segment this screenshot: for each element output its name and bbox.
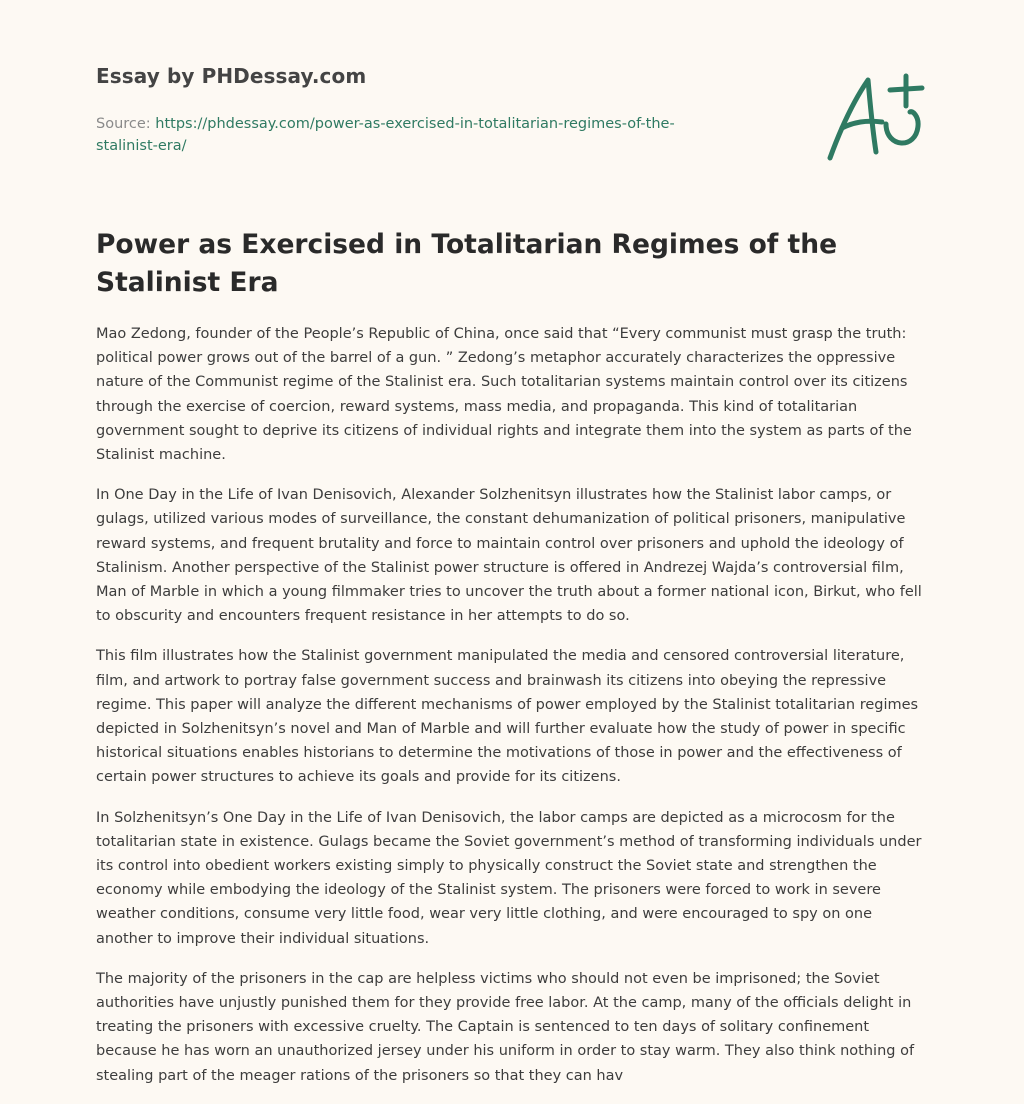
essay-paragraph: Mao Zedong, founder of the People’s Republic of China, once said that “Every communist must grasp the truth: political power grows out of the barrel of a gun. ” Zedong’s metaphor accurately characterizes the oppressive nature of the Communist regime of the Stalinist era. Such totalitarian systems maintain control over its citizens through the exercise of coercion, reward systems, mass media, and propaganda. This kind of totalitarian government sought to deprive its citizens of individual rights and integrate them into the system as parts of the Stalinist machine. bbox=[96, 326, 912, 464]
essay-body bbox=[96, 322, 930, 1104]
a-plus-grade-icon bbox=[820, 66, 930, 166]
essay-paragraph: The majority of the prisoners in the cap are helpless victims who should not even be imprisoned; the Soviet authorities have unjustly punished them for they provide free labor. At the camp, many of the officials delight in treating the prisoners with excessive cruelty. The Captain is sentenced to ten days of solitary confinement because he has worn an unauthorized jersey under his uniform in order to stay warm. They also think nothing of stealing part of the meager rations of the prisoners so that they can hav bbox=[96, 970, 915, 1084]
source-link[interactable]: https://phdessay.com/power-as-exercised-in-totalitarian-regimes-of-the-stalinist-era/ bbox=[96, 116, 675, 154]
site-brand: Essay by PHDessay.com bbox=[96, 64, 367, 88]
essay-paragraph: In Solzhenitsyn’s One Day in the Life of Ivan Denisovich, the labor camps are depicted as a microcosm for the totalitarian state in existence. Gulags became the Soviet government’s method of transforming individuals under its control into obedient workers existing simply to physically construct the Soviet state and strengthen the economy while embodying the ideology of the Stalinist system. The prisoners were forced to work in severe weather conditions, consume very little food, wear very little clothing, and were encouraged to spy on one another to improve their individual situations. bbox=[96, 809, 922, 947]
essay-paragraph: This film illustrates how the Stalinist government manipulated the media and censored controversial literature, film, and artwork to portray false government success and brainwash its citizens into obeying the repressive regime. This paper will analyze the different mechanisms of power employed by the Stalinist totalitarian regimes depicted in Solzhenitsyn’s novel and Man of Marble and will further evaluate how the study of power in specific historical situations enables historians to determine the motivations of those in power and the effectiveness of certain power structures to achieve its goals and provide for its citizens. bbox=[96, 648, 919, 786]
source-line bbox=[96, 113, 736, 157]
essay-paragraph: In One Day in the Life of Ivan Denisovich, Alexander Solzhenitsyn illustrates how the Stalinist labor camps, or gulags, utilized various modes of surveillance, the constant dehumanization of political prisoners, manipulative reward systems, and frequent brutality and force to maintain control over prisoners and uphold the ideology of Stalinism. Another perspective of the Stalinist power structure is offered in Andrezej Wajda’s controversial film, Man of Marble in which a young filmmaker tries to uncover the truth about a former national icon, Birkut, who fell to obscurity and encounters frequent resistance in her attempts to do so. bbox=[96, 487, 922, 625]
essay-title: Power as Exercised in Totalitarian Regimes of the Stalinist Era bbox=[96, 229, 838, 298]
source-label: Source: bbox=[96, 116, 151, 132]
